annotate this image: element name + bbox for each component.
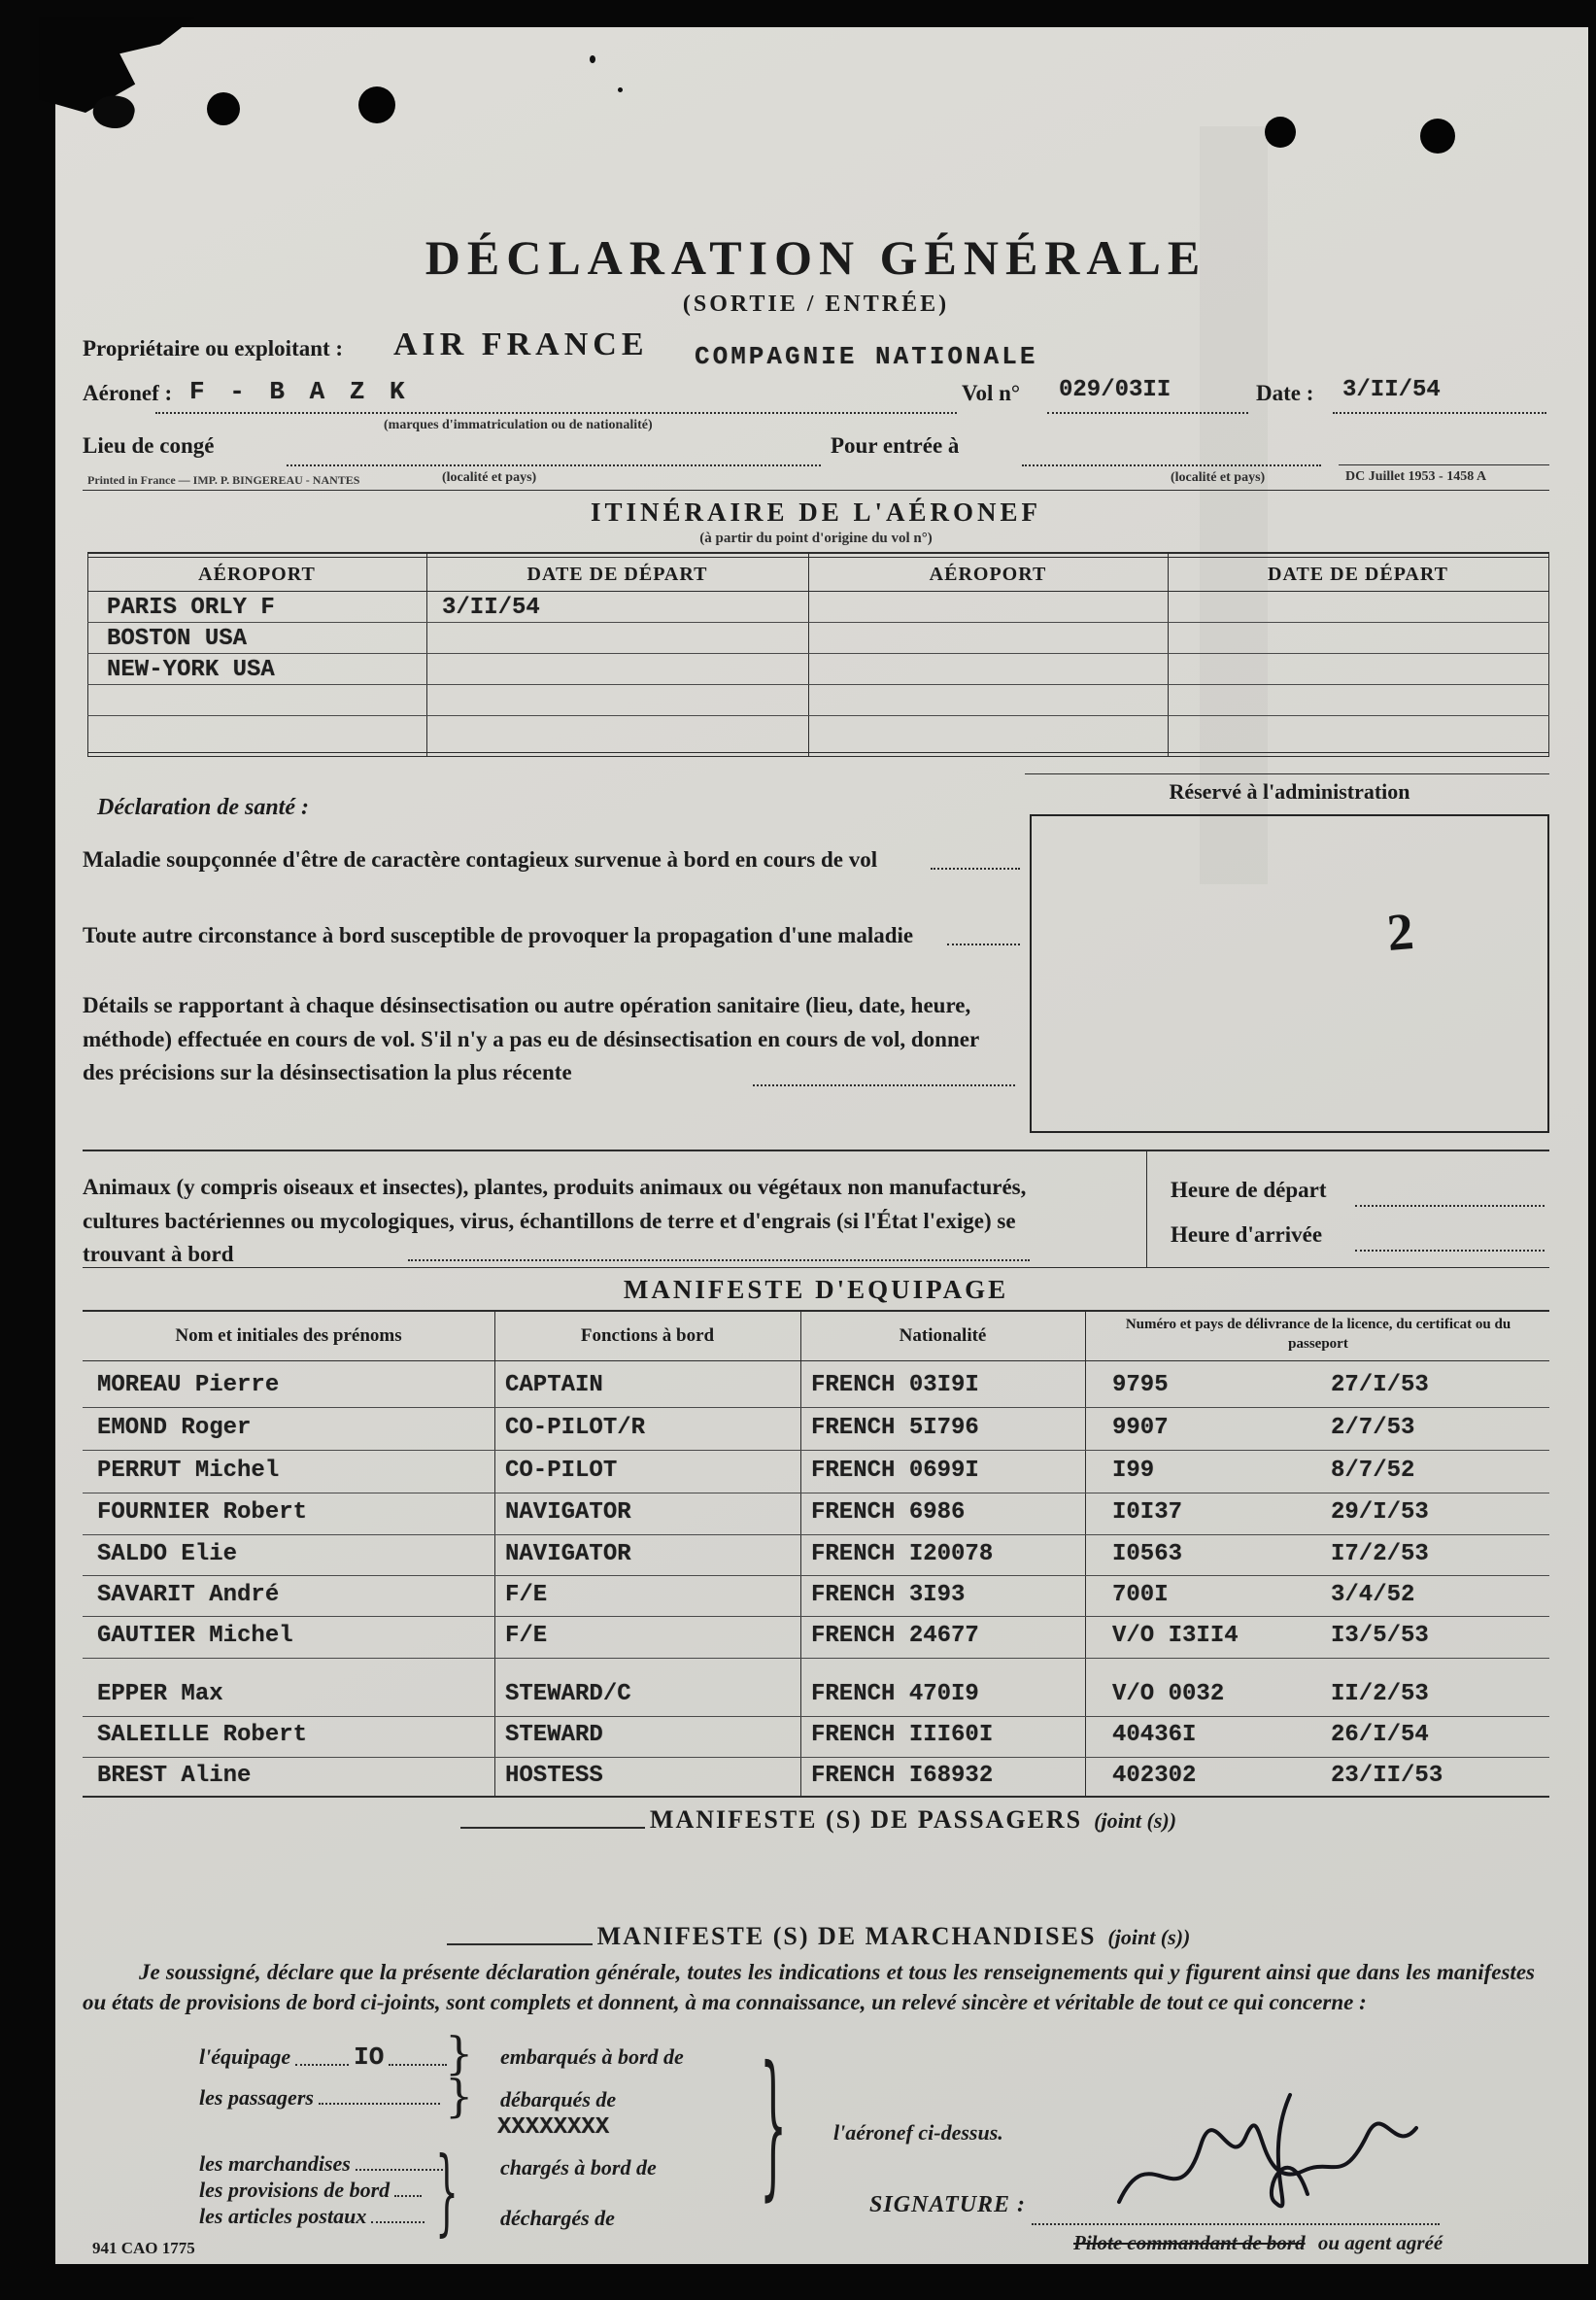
- crew-licence: V/O 0032: [1112, 1681, 1225, 1707]
- brace-small: }: [445, 2027, 474, 2079]
- dash-leader: [447, 1943, 593, 1945]
- crew-licence: V/O I3II4: [1112, 1623, 1239, 1649]
- crew-name: EPPER Max: [97, 1681, 223, 1707]
- crew-header-nationality: Nationalité: [899, 1325, 987, 1346]
- crew-name: PERRUT Michel: [97, 1458, 280, 1484]
- admin-handwritten-value: 2: [1384, 901, 1416, 963]
- crew-nationality: FRENCH I68932: [811, 1763, 994, 1789]
- flight-number-label: Vol n°: [962, 381, 1021, 405]
- form-ref: DC Juillet 1953 - 1458 A: [1345, 469, 1487, 484]
- form-code: 941 CAO 1775: [92, 2239, 195, 2257]
- itinerary-header-airport-1: AÉROPORT: [198, 564, 316, 585]
- date-label: Date :: [1256, 381, 1314, 405]
- goods-manifest-line: [83, 1922, 1549, 1951]
- dotted-leader: [394, 2195, 422, 2197]
- printed-note: Printed in France — IMP. P. BINGEREAU - NANTES: [87, 473, 360, 487]
- signature-scribble: [1107, 2077, 1428, 2233]
- summary-label: les passagers: [199, 2085, 314, 2110]
- crew-row: [83, 1499, 1549, 1538]
- crew-name: BREST Aline: [97, 1763, 252, 1789]
- crew-nationality: FRENCH III60I: [811, 1722, 994, 1748]
- crew-licence: 9795: [1112, 1372, 1169, 1398]
- crew-licence: 40436I: [1112, 1722, 1197, 1748]
- health-question-1: Maladie soupçonnée d'être de caractère contagieux survenue à bord en cours de vol: [83, 847, 878, 872]
- crew-row: [83, 1541, 1549, 1580]
- dotted-leader: [947, 944, 1020, 945]
- crew-role: NAVIGATOR: [505, 1541, 631, 1567]
- section-divider: [1146, 1151, 1147, 1267]
- owner-value: AIR FRANCE: [393, 326, 649, 362]
- crew-nationality: FRENCH 470I9: [811, 1681, 979, 1707]
- aircraft-label: Aéronef :: [83, 381, 173, 405]
- crew-header-role: Fonctions à bord: [580, 1325, 715, 1346]
- dotted-leader: [408, 1259, 1030, 1261]
- crew-role: CAPTAIN: [505, 1372, 603, 1398]
- crew-name: EMOND Roger: [97, 1415, 252, 1441]
- crew-manifest-title: MANIFESTE D'EQUIPAGE: [623, 1275, 1009, 1304]
- unloaded-label: déchargés de: [500, 2206, 615, 2230]
- itinerary-subtitle: (à partir du point d'origine du vol n°): [699, 531, 933, 546]
- crew-role: F/E: [505, 1582, 548, 1608]
- dotted-leader: [931, 868, 1020, 870]
- aircraft-ref: l'aéronef ci-dessus.: [833, 2120, 1003, 2145]
- crew-name: FOURNIER Robert: [97, 1499, 308, 1526]
- summary-item-crew: [199, 2043, 452, 2072]
- entry-place-label: Pour entrée à: [831, 433, 960, 458]
- crew-licence-date: II/2/53: [1331, 1681, 1429, 1707]
- crew-licence-date: 3/4/52: [1331, 1582, 1415, 1608]
- crew-count-value: IO: [354, 2043, 385, 2072]
- owner-label: Propriétaire ou exploitant :: [83, 336, 344, 360]
- itinerary-airport: BOSTON USA: [107, 626, 248, 652]
- crew-licence-date: 23/II/53: [1331, 1763, 1443, 1789]
- itinerary-airport: NEW-YORK USA: [107, 657, 275, 683]
- summary-label: les articles postaux: [199, 2204, 367, 2228]
- itinerary-header-airport-2: AÉROPORT: [929, 564, 1047, 585]
- health-question-3: Détails se rapportant à chaque désinsectisation ou autre opération sanitaire (lieu, date, heure, méthode) effectuée en cours de vol. S'il n'y a pas eu de désinsectisation en cours de vol, donner des précisions sur la désinsectisation la plus récente: [83, 993, 979, 1084]
- rule: [1339, 464, 1549, 465]
- dotted-leader: [389, 2064, 447, 2066]
- crossed-out-value: XXXXXXXX: [497, 2114, 610, 2141]
- summary-item-goods: [199, 2151, 448, 2177]
- crew-nationality: FRENCH 0699I: [811, 1458, 979, 1484]
- summary-item-passengers: [199, 2085, 445, 2111]
- crew-row: [83, 1458, 1549, 1496]
- crew-name: SALDO Elie: [97, 1541, 238, 1567]
- crew-licence-date: 26/I/54: [1331, 1722, 1429, 1748]
- crew-name: MOREAU Pierre: [97, 1372, 280, 1398]
- dotted-leader: [295, 2064, 349, 2066]
- crew-role: CO-PILOT: [505, 1458, 618, 1484]
- locality-note-right: (localité et pays): [1171, 470, 1266, 485]
- summary-item-postal: [199, 2204, 429, 2229]
- leave-place-label: Lieu de congé: [83, 433, 215, 458]
- crew-nationality: FRENCH 24677: [811, 1623, 979, 1649]
- crew-licence: 9907: [1112, 1415, 1169, 1441]
- itinerary-table-bottom: [87, 752, 1549, 753]
- arrival-time-label: Heure d'arrivée: [1171, 1222, 1323, 1247]
- passenger-manifest-suffix: (joint (s)): [1094, 1808, 1177, 1833]
- crew-licence: 700I: [1112, 1582, 1169, 1608]
- summary-label: les provisions de bord: [199, 2178, 391, 2202]
- loaded-label: chargés à bord de: [500, 2155, 657, 2180]
- dotted-leader: [319, 2103, 440, 2105]
- punch-hole: [358, 86, 395, 123]
- dotted-leader: [287, 464, 821, 466]
- crew-licence-date: 8/7/52: [1331, 1458, 1415, 1484]
- aircraft-registration: F - B A Z K: [189, 377, 410, 406]
- summary-item-provisions: [199, 2178, 426, 2203]
- crew-row: [83, 1415, 1549, 1454]
- dotted-leader: [1047, 412, 1248, 414]
- departure-time-label: Heure de départ: [1171, 1178, 1327, 1202]
- crew-role: STEWARD: [505, 1722, 603, 1748]
- crew-name: SAVARIT André: [97, 1582, 280, 1608]
- dotted-leader: [1032, 2223, 1440, 2225]
- crew-header-line: [83, 1360, 1549, 1361]
- crew-licence-date: I7/2/53: [1331, 1541, 1429, 1567]
- itinerary-row: [87, 626, 1549, 657]
- crew-licence: I0563: [1112, 1541, 1183, 1567]
- crew-nationality: FRENCH 5I796: [811, 1415, 979, 1441]
- crew-row: [83, 1372, 1549, 1411]
- scan-speck: [618, 87, 623, 92]
- passenger-manifest-title: MANIFESTE (S) DE PASSAGERS: [649, 1805, 1083, 1834]
- crew-role: F/E: [505, 1623, 548, 1649]
- crew-licence: I99: [1112, 1458, 1155, 1484]
- crew-licence-date: 29/I/53: [1331, 1499, 1429, 1526]
- health-declaration-label: Déclaration de santé :: [97, 795, 309, 820]
- flight-number-value: 029/03II: [1059, 377, 1172, 403]
- itinerary-table-top: [87, 552, 1549, 554]
- company-typed: COMPAGNIE NATIONALE: [695, 342, 1038, 371]
- crew-table-top: [83, 1310, 1549, 1312]
- itinerary-row-line: [87, 715, 1549, 716]
- crew-licence-date: I3/5/53: [1331, 1623, 1429, 1649]
- cargo-notice: Animaux (y compris oiseaux et insectes), plantes, produits animaux ou végétaux non manufacturés, cultures bactériennes ou mycologiques, virus, échantillons de terre et d'engrais (si l'État l'exige) se trouvant à bord: [83, 1175, 1027, 1266]
- rule: [83, 490, 1549, 491]
- crew-role: CO-PILOT/R: [505, 1415, 646, 1441]
- embarked-label: embarqués à bord de: [500, 2044, 684, 2069]
- crew-nationality: FRENCH 3I93: [811, 1582, 966, 1608]
- crew-name: GAUTIER Michel: [97, 1623, 293, 1649]
- goods-manifest-suffix: (joint (s)): [1107, 1925, 1191, 1949]
- summary-label: l'équipage: [199, 2044, 291, 2069]
- locality-note-left: (localité et pays): [442, 470, 537, 485]
- crew-row: [83, 1722, 1549, 1761]
- registration-note: (marques d'immatriculation ou de nationalité): [384, 418, 653, 432]
- section-rule: [83, 1150, 1549, 1151]
- signer-role-line: [1073, 2231, 1443, 2255]
- crew-header-licence: Numéro et pays de délivrance de la licence, du certificat ou du passeport: [1125, 1317, 1511, 1352]
- declaration-paragraph: Je soussigné, déclare que la présente déclaration générale, toutes les indications et tous les renseignements qui y figurent ainsi que dans les manifestes ou états de provisions de bord ci-joints, sont complets et donnent, à ma connaissance, un relevé sincère et véritable de tout ce qui concerne :: [83, 1960, 1535, 2015]
- page-subtitle: (SORTIE / ENTRÉE): [682, 292, 950, 317]
- crew-nationality: FRENCH I20078: [811, 1541, 994, 1567]
- dotted-leader: [155, 412, 957, 414]
- dotted-leader: [1022, 464, 1321, 466]
- brace-large: }: [760, 2036, 788, 2217]
- dash-leader: [460, 1827, 645, 1829]
- section-rule: [83, 1267, 1549, 1268]
- crew-name: SALEILLE Robert: [97, 1722, 308, 1748]
- crew-role: STEWARD/C: [505, 1681, 631, 1707]
- crew-licence: 402302: [1112, 1763, 1197, 1789]
- signature-label: SIGNATURE :: [869, 2192, 1027, 2217]
- itinerary-table-bottom2: [87, 756, 1549, 757]
- itinerary-title: ITINÉRAIRE DE L'AÉRONEF: [590, 498, 1042, 527]
- dotted-leader: [1355, 1205, 1545, 1207]
- crew-licence-date: 27/I/53: [1331, 1372, 1429, 1398]
- itinerary-table-top2: [87, 557, 1549, 558]
- brace-small: }: [445, 2070, 474, 2122]
- itinerary-date: 3/II/54: [442, 595, 540, 621]
- goods-manifest-title: MANIFESTE (S) DE MARCHANDISES: [596, 1922, 1097, 1950]
- punch-hole: [1265, 117, 1296, 148]
- itinerary-header-date-2: DATE DE DÉPART: [1268, 564, 1448, 585]
- crew-role: HOSTESS: [505, 1763, 603, 1789]
- scan-speck: [590, 55, 595, 63]
- crew-role: NAVIGATOR: [505, 1499, 631, 1526]
- admin-reserved-label: Réservé à l'administration: [1169, 779, 1410, 804]
- crew-nationality: FRENCH 6986: [811, 1499, 966, 1526]
- dotted-leader: [1333, 412, 1546, 414]
- dotted-leader: [1355, 1250, 1545, 1252]
- disembarked-label: débarqués de: [500, 2087, 617, 2111]
- passenger-manifest-line: [83, 1805, 1549, 1835]
- dotted-leader: [753, 1084, 1015, 1086]
- rule: [1025, 773, 1549, 774]
- crew-licence-date: 2/7/53: [1331, 1415, 1415, 1441]
- signer-role-struck: Pilote commandant de bord: [1073, 2231, 1306, 2254]
- itinerary-airport: PARIS ORLY F: [107, 595, 275, 621]
- crew-nationality: FRENCH 03I9I: [811, 1372, 979, 1398]
- itinerary-row: [87, 657, 1549, 688]
- summary-label: les marchandises: [199, 2151, 351, 2176]
- page-title: DÉCLARATION GÉNÉRALE: [424, 230, 1207, 285]
- itinerary-header-date-1: DATE DE DÉPART: [526, 564, 708, 585]
- crew-row: [83, 1582, 1549, 1621]
- dotted-leader: [371, 2221, 424, 2223]
- admin-box: [1030, 814, 1549, 1133]
- signer-role-rest: ou agent agréé: [1317, 2231, 1443, 2254]
- crew-row: [83, 1681, 1549, 1720]
- crew-row: [83, 1763, 1549, 1802]
- health-question-2: Toute autre circonstance à bord susceptible de provoquer la propagation d'une maladie: [83, 923, 914, 947]
- crew-header-name: Nom et initiales des prénoms: [175, 1325, 402, 1346]
- dotted-leader: [356, 2169, 443, 2171]
- brace-medium: }: [435, 2136, 459, 2247]
- itinerary-row: [87, 595, 1549, 626]
- itinerary-row-line: [87, 591, 1549, 592]
- punch-hole: [207, 92, 240, 125]
- crew-licence: I0I37: [1112, 1499, 1183, 1526]
- date-value: 3/II/54: [1342, 377, 1441, 403]
- crew-row: [83, 1623, 1549, 1662]
- punch-hole: [1420, 119, 1455, 154]
